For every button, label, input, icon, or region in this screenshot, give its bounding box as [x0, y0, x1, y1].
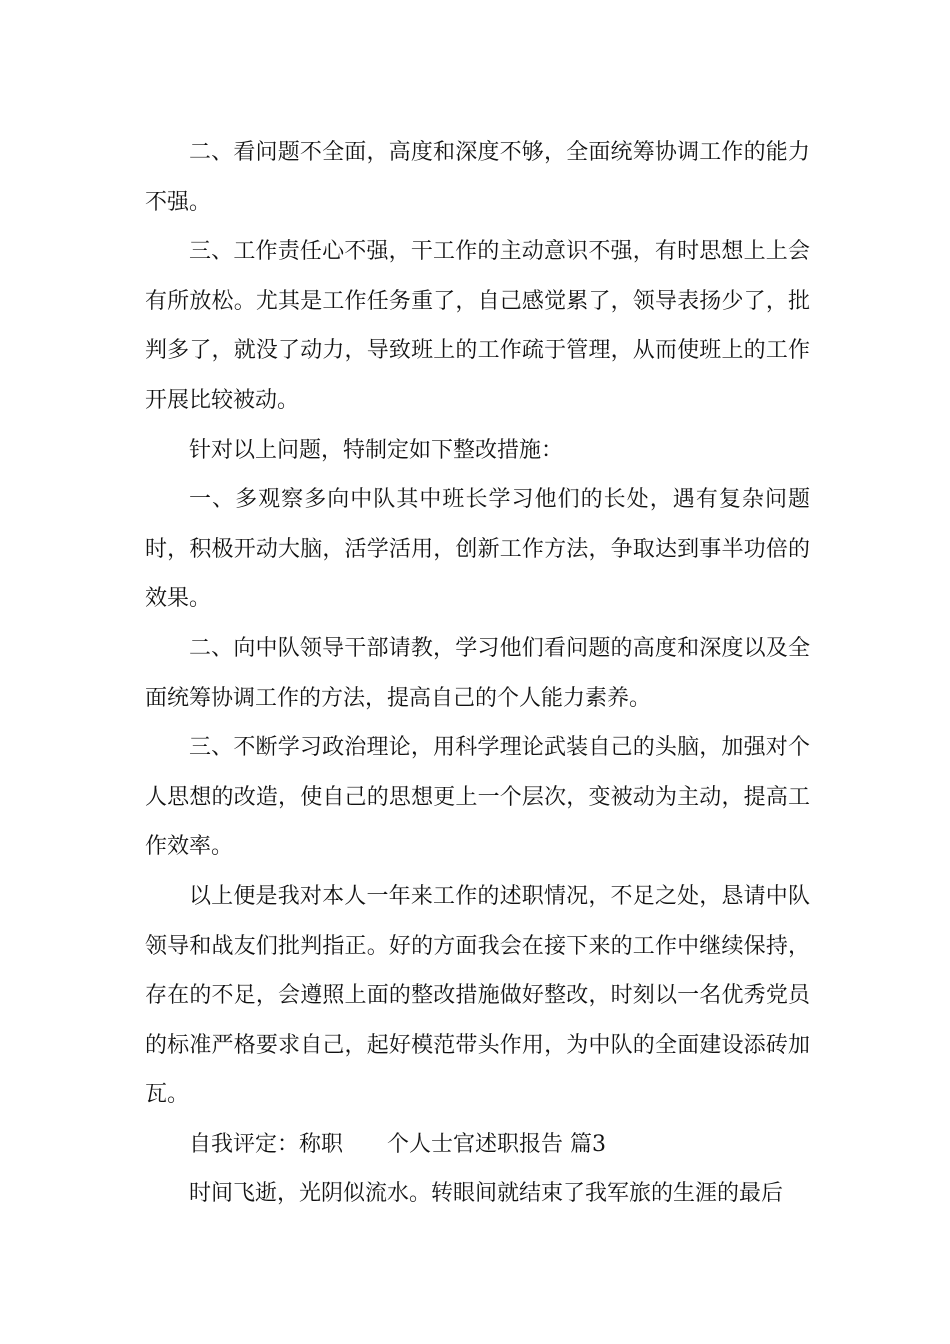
paragraph-measure-2: 二、向中队领导干部请教，学习他们看问题的高度和深度以及全面统筹协调工作的方法，提高自己的个人能力素养。: [145, 635, 810, 711]
paragraph-problem-2: 二、看问题不全面，高度和深度不够，全面统筹协调工作的能力不强。: [145, 140, 810, 215]
paragraph-measure-1: 一、多观察多向中队其中班长学习他们的长处，遇有复杂问题时，积极开动大脑，活学活用，创新工作方法，争取达到事半功倍的效果。: [145, 487, 810, 612]
paragraph-next-report-start: 时间飞逝，光阴似流水。转眼间就结束了我军旅的生涯的最后: [189, 1181, 784, 1207]
document-body: [145, 128, 810, 1219]
paragraph-problem-3: 三、工作责任心不强，干工作的主动意识不强，有时思想上上会有所放松。尤其是工作任务重了，自己感觉累了，领导表扬少了，批判多了，就没了动力，导致班上的工作疏于管理，从而使班上的工作开展比较被动。: [145, 239, 810, 413]
paragraph-measure-3: 三、不断学习政治理论，用科学理论武装自己的头脑，加强对个人思想的改造，使自己的思想更上一个层次，变被动为主动，提高工作效率。: [145, 735, 810, 860]
paragraph-self-evaluation-heading: 自我评定：称职 个人士官述职报告 篇3: [189, 1131, 606, 1157]
paragraph-measures-intro: 针对以上问题，特制定如下整改措施：: [189, 437, 564, 463]
paragraph-conclusion: 以上便是我对本人一年来工作的述职情况，不足之处，恳请中队领导和战友们批判指正。好的方面我会在接下来的工作中继续保持，存在的不足，会遵照上面的整改措施做好整改，时刻以一名优秀党员的标准严格要求自己，起好模范带头作用，为中队的全面建设添砖加瓦。: [145, 883, 810, 1108]
